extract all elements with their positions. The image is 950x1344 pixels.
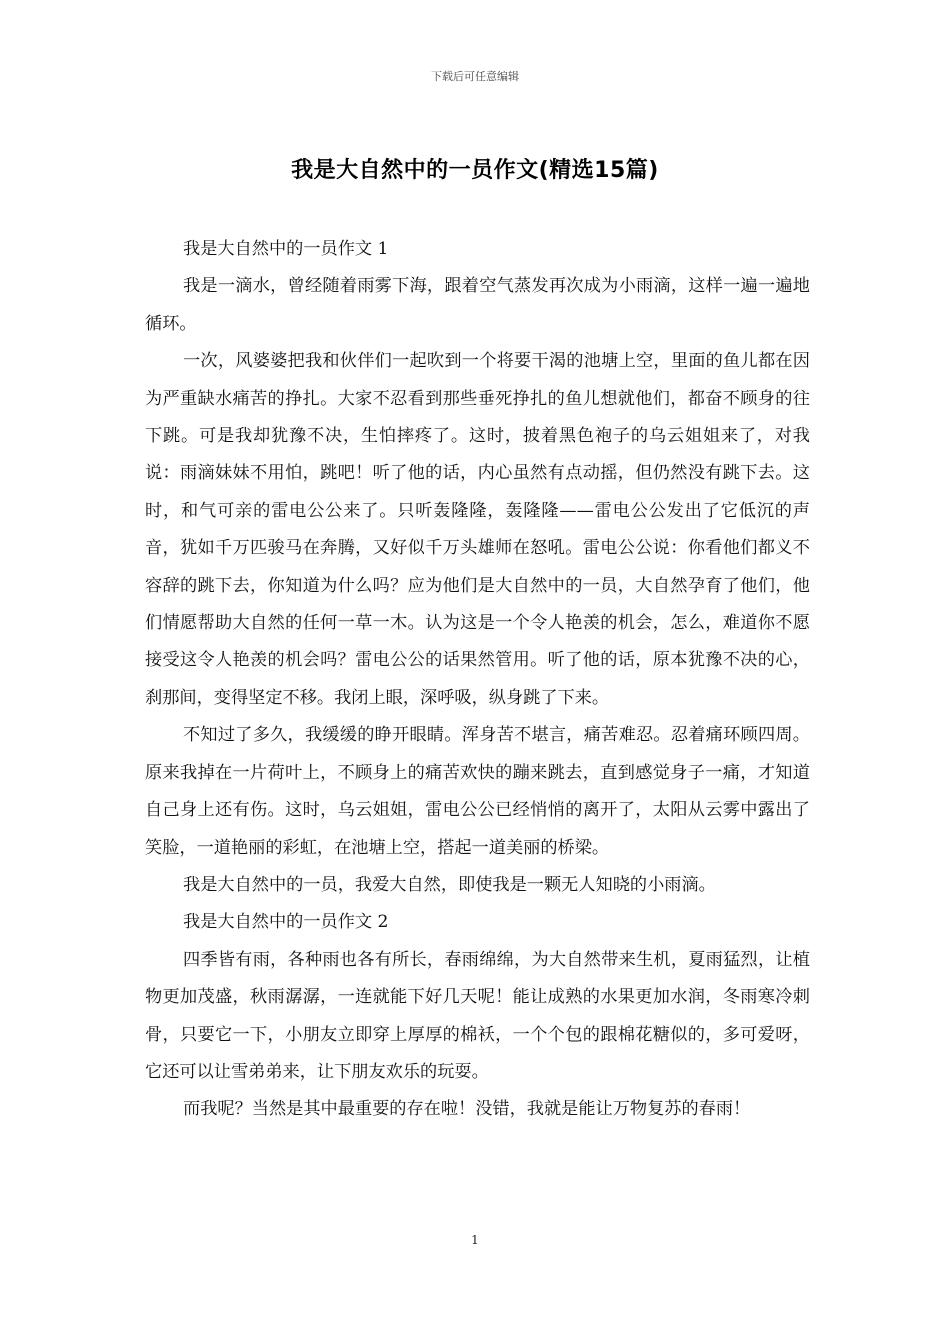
paragraph: 而我呢？当然是其中最重要的存在啦！没错，我就是能让万物复苏的春雨！ <box>183 1099 751 1120</box>
header-note: 下载后可任意编辑 <box>431 70 519 83</box>
document-body <box>145 231 810 1129</box>
paragraph: 一次，风婆婆把我和伙伴们一起吹到一个将要干渴的池塘上空，里面的鱼儿都在因为严重缺水痛苦的挣扎。大家不忍看到那些垂死挣扎的鱼儿想就他们，都奋不顾身的往下跳。可是我却犹豫不决，生怕摔疼了。这时，披着黑色袍子的乌云姐姐来了，对我说：雨滴妹妹不用怕，跳吧！听了他的话，内心虽然有点动摇，但仍然没有跳下去。这时，和气可亲的雷电公公来了。只听轰隆隆，轰隆隆——雷电公公发出了它低沉的声音，犹如千万匹骏马在奔腾，又好似千万头雄师在怒吼。雷电公公说：你看他们都义不容辞的跳下去，你知道为什么吗？应为他们是大自然中的一员，大自然孕育了他们，他们情愿帮助大自然的任何一草一木。认为这是一个令人艳羡的机会，怎么，难道你不愿接受这令人艳羡的机会吗？雷电公公的话果然管用。听了他的话，原本犹豫不决的心，刹那间，变得坚定不移。我闭上眼，深呼吸，纵身跳了下来。 <box>145 351 810 708</box>
paragraph: 我是大自然中的一员，我爱大自然，即使我是一颗无人知晓的小雨滴。 <box>183 874 716 895</box>
paragraph: 四季皆有雨，各种雨也各有所长，春雨绵绵，为大自然带来生机，夏雨猛烈，让植物更加茂盛，秋雨潺潺，一连就能下好几天呢！能让成熟的水果更加水润，冬雨寒冷刺骨，只要它一下，小朋友立即穿上厚厚的棉袄，一个个包的跟棉花糖似的，多可爱呀，它还可以让雪弟弟来，让下朋友欢乐的玩耍。 <box>145 949 810 1082</box>
section-heading: 我是大自然中的一员作文 1 <box>183 239 389 259</box>
paragraph: 不知过了多久，我缓缓的睁开眼睛。浑身苦不堪言，痛苦难忍。忍着痛环顾四周。原来我掉在一片荷叶上，不顾身上的痛苦欢快的蹦来跳去，直到感觉身子一痛，才知道自己身上还有伤。这时，乌云姐姐，雷电公公已经悄悄的离开了，太阳从云雾中露出了笑脸，一道艳丽的彩虹，在池塘上空，搭起一道美丽的桥梁。 <box>145 725 810 858</box>
document-title: 我是大自然中的一员作文(精选15篇) <box>291 158 659 183</box>
paragraph: 我是一滴水，曾经随着雨雾下海，跟着空气蒸发再次成为小雨滴，这样一遍一遍地循环。 <box>145 276 810 334</box>
section-heading: 我是大自然中的一员作文 2 <box>183 912 389 933</box>
page-number: 1 <box>471 1233 479 1247</box>
